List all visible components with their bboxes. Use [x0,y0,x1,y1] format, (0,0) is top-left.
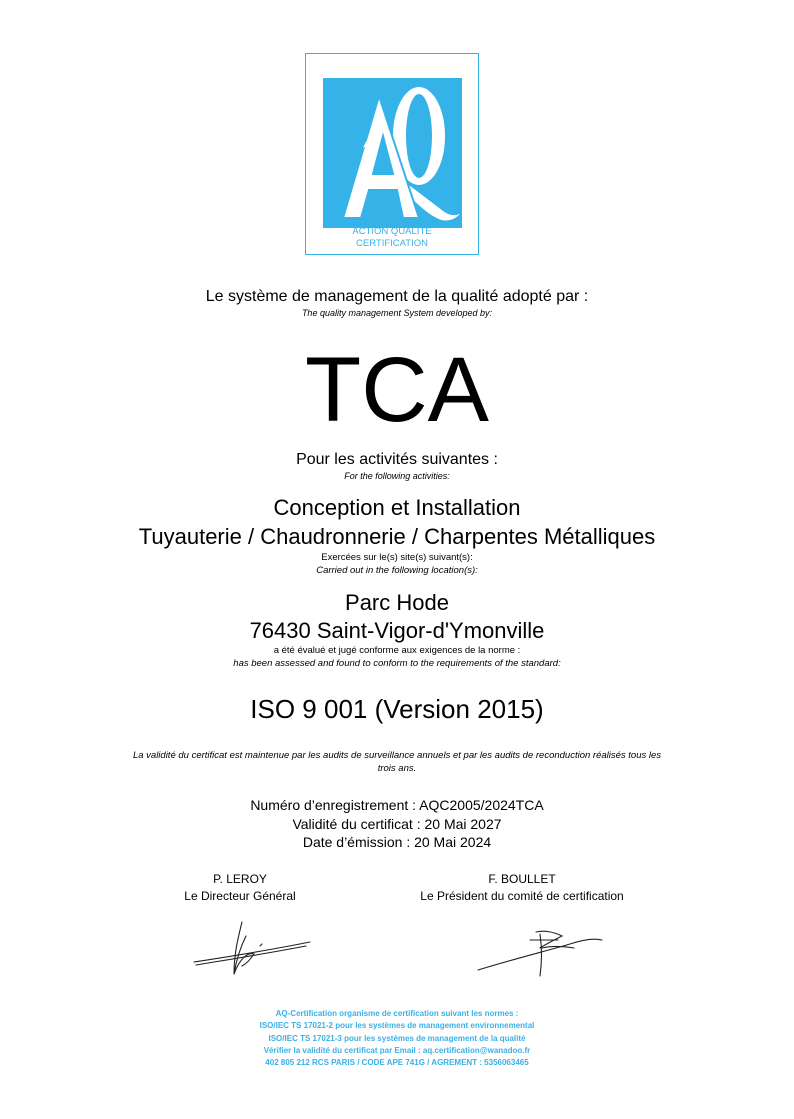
right-signatory-name: F. BOULLET [488,872,556,886]
right-signatory [372,871,672,905]
issue-date: Date d’émission : 20 Mai 2024 [302,834,492,850]
activities-fr: Pour les activités suivantes : [296,451,498,468]
right-signatory-title: Le Président du comité de certification [420,889,624,903]
left-signature [190,918,320,980]
aq-logo-mark [323,78,462,228]
logo-caption-line: ACTION QUALITE [352,226,432,237]
site-line-1: Parc Hode [345,590,449,615]
site-line-2: 76430 Saint-Vigor-d'Ymonville [249,618,545,643]
left-signatory [90,871,390,905]
activity-line-1: Conception et Installation [273,495,521,520]
sites-en: Carried out in the following location(s): [316,565,478,576]
registration-number: Numéro d’enregistrement : AQC2005/2024TCA [250,797,544,813]
logo-caption [306,226,478,250]
activity-line-2: Tuyauterie / Chaudronnerie / Charpentes Métalliques [138,524,656,549]
left-signatory-name: P. LEROY [213,872,267,886]
intro-en: The quality management System developed by: [301,308,493,318]
footer-line: AQ-Certification organisme de certification suivant les normes : [275,1009,519,1018]
certificate-validity: Validité du certificat : 20 Mai 2027 [292,816,502,832]
intro-fr: Le système de management de la qualité adopté par : [205,288,589,305]
aq-logo [305,53,479,255]
company-name: TCA [305,339,489,441]
assessment-en: has been assessed and found to conform to the requirements of the standard: [233,658,561,669]
validity-note-line-2: trois ans. [377,763,417,774]
left-signatory-title: Le Directeur Général [184,889,296,903]
right-signature [470,918,610,980]
validity-note-line-1: La validité du certificat est maintenue par les audits de surveillance annuels et par les audits de reconduction réalisés tous les [132,750,662,761]
footer-line: ISO/IEC TS 17021-2 pour les systèmes de management environnemental [259,1021,535,1031]
activities-en: For the following activities: [344,471,450,481]
sites-fr: Exercées sur le(s) site(s) suivant(s): [321,552,473,563]
standard: ISO 9 001 (Version 2015) [250,694,544,724]
footer [0,1008,794,1069]
footer-line: 402 805 212 RCS PARIS / CODE APE 741G / AGREMENT : 5356063465 [265,1058,529,1068]
footer-line: ISO/IEC TS 17021-3 pour les systèmes de management de la qualité [268,1033,526,1043]
footer-line: Vérifier la validité du certificat par Email : aq.certification@wanadoo.fr [263,1045,531,1055]
assessment-fr: a été évalué et jugé conforme aux exigences de la norme : [273,645,521,656]
logo-caption-line: CERTIFICATION [356,238,428,249]
